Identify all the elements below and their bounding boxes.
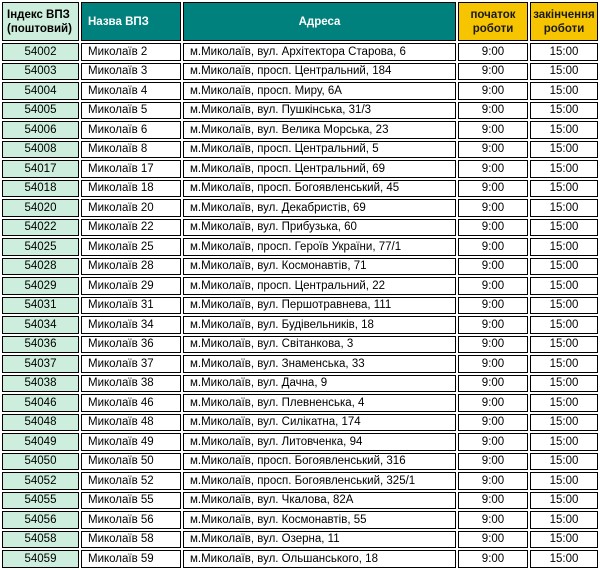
cell-close-time: 15:00 — [530, 531, 598, 549]
col-header-branch-name: Назва ВПЗ — [81, 2, 181, 41]
table-body — [2, 43, 598, 568]
cell-close-time: 15:00 — [530, 102, 598, 120]
cell-address: м.Миколаїв, просп. Героїв України, 77/1 — [183, 238, 456, 256]
cell-postal-index: 54050 — [2, 453, 79, 471]
cell-address: м.Миколаїв, вул. Пушкінська, 31/3 — [183, 102, 456, 120]
cell-address: м.Миколаїв, просп. Центральний, 22 — [183, 277, 456, 295]
cell-open-time: 9:00 — [458, 355, 528, 373]
cell-branch-name: Миколаїв 59 — [81, 550, 181, 568]
cell-close-time: 15:00 — [530, 375, 598, 393]
cell-postal-index: 54006 — [2, 121, 79, 139]
cell-postal-index: 54048 — [2, 414, 79, 432]
cell-address: м.Миколаїв, вул. Ольшанського, 18 — [183, 550, 456, 568]
table-row — [2, 82, 598, 100]
cell-open-time: 9:00 — [458, 141, 528, 159]
cell-branch-name: Миколаїв 4 — [81, 82, 181, 100]
cell-open-time: 9:00 — [458, 472, 528, 490]
cell-branch-name: Миколаїв 22 — [81, 219, 181, 237]
cell-open-time: 9:00 — [458, 238, 528, 256]
cell-close-time: 15:00 — [530, 160, 598, 178]
table-row — [2, 63, 598, 81]
cell-address: м.Миколаїв, вул. Озерна, 11 — [183, 531, 456, 549]
cell-address: м.Миколаїв, вул. Знаменська, 33 — [183, 355, 456, 373]
cell-close-time: 15:00 — [530, 394, 598, 412]
cell-close-time: 15:00 — [530, 472, 598, 490]
cell-open-time: 9:00 — [458, 82, 528, 100]
cell-address: м.Миколаїв, вул. Космонавтів, 55 — [183, 511, 456, 529]
table-row — [2, 297, 598, 315]
table-row — [2, 43, 598, 61]
cell-address: м.Миколаїв, вул. Силікатна, 174 — [183, 414, 456, 432]
header-row — [2, 2, 598, 41]
cell-open-time: 9:00 — [458, 531, 528, 549]
cell-close-time: 15:00 — [530, 258, 598, 276]
cell-postal-index: 54059 — [2, 550, 79, 568]
table-row — [2, 141, 598, 159]
table-row — [2, 277, 598, 295]
table-row — [2, 511, 598, 529]
cell-address: м.Миколаїв, вул. Велика Морська, 23 — [183, 121, 456, 139]
cell-address: м.Миколаїв, просп. Центральний, 184 — [183, 63, 456, 81]
cell-postal-index: 54022 — [2, 219, 79, 237]
cell-address: м.Миколаїв, вул. Першотравнева, 111 — [183, 297, 456, 315]
cell-address: м.Миколаїв, просп. Миру, 6А — [183, 82, 456, 100]
cell-open-time: 9:00 — [458, 180, 528, 198]
cell-branch-name: Миколаїв 5 — [81, 102, 181, 120]
cell-branch-name: Миколаїв 18 — [81, 180, 181, 198]
cell-postal-index: 54036 — [2, 336, 79, 354]
cell-branch-name: Миколаїв 29 — [81, 277, 181, 295]
cell-branch-name: Миколаїв 2 — [81, 43, 181, 61]
cell-close-time: 15:00 — [530, 355, 598, 373]
cell-postal-index: 54025 — [2, 238, 79, 256]
col-header-postal-index: Індекс ВПЗ (поштовий) — [2, 2, 79, 41]
cell-postal-index: 54052 — [2, 472, 79, 490]
table-row — [2, 453, 598, 471]
cell-address: м.Миколаїв, вул. Чкалова, 82А — [183, 492, 456, 510]
cell-branch-name: Миколаїв 56 — [81, 511, 181, 529]
table-row — [2, 394, 598, 412]
cell-branch-name: Миколаїв 46 — [81, 394, 181, 412]
cell-open-time: 9:00 — [458, 258, 528, 276]
cell-open-time: 9:00 — [458, 297, 528, 315]
cell-close-time: 15:00 — [530, 180, 598, 198]
cell-branch-name: Миколаїв 6 — [81, 121, 181, 139]
cell-address: м.Миколаїв, вул. Декабристів, 69 — [183, 199, 456, 217]
cell-open-time: 9:00 — [458, 336, 528, 354]
cell-close-time: 15:00 — [530, 43, 598, 61]
cell-address: м.Миколаїв, вул. Архітектора Старова, 6 — [183, 43, 456, 61]
cell-open-time: 9:00 — [458, 375, 528, 393]
cell-close-time: 15:00 — [530, 277, 598, 295]
cell-open-time: 9:00 — [458, 43, 528, 61]
cell-branch-name: Миколаїв 8 — [81, 141, 181, 159]
cell-address: м.Миколаїв, просп. Богоявленський, 325/1 — [183, 472, 456, 490]
cell-postal-index: 54056 — [2, 511, 79, 529]
cell-address: м.Миколаїв, просп. Центральний, 5 — [183, 141, 456, 159]
table-row — [2, 472, 598, 490]
col-header-address: Адреса — [183, 2, 456, 41]
cell-open-time: 9:00 — [458, 102, 528, 120]
cell-close-time: 15:00 — [530, 492, 598, 510]
cell-address: м.Миколаїв, вул. Прибузька, 60 — [183, 219, 456, 237]
table-row — [2, 180, 598, 198]
cell-branch-name: Миколаїв 38 — [81, 375, 181, 393]
table-row — [2, 336, 598, 354]
cell-open-time: 9:00 — [458, 219, 528, 237]
table-row — [2, 121, 598, 139]
cell-close-time: 15:00 — [530, 336, 598, 354]
cell-open-time: 9:00 — [458, 550, 528, 568]
cell-postal-index: 54004 — [2, 82, 79, 100]
cell-open-time: 9:00 — [458, 199, 528, 217]
table-row — [2, 433, 598, 451]
cell-branch-name: Миколаїв 58 — [81, 531, 181, 549]
cell-open-time: 9:00 — [458, 433, 528, 451]
cell-postal-index: 54037 — [2, 355, 79, 373]
cell-address: м.Миколаїв, вул. Плевненська, 4 — [183, 394, 456, 412]
cell-address: м.Миколаїв, вул. Литовченка, 94 — [183, 433, 456, 451]
cell-close-time: 15:00 — [530, 121, 598, 139]
table-row — [2, 102, 598, 120]
cell-open-time: 9:00 — [458, 511, 528, 529]
cell-postal-index: 54017 — [2, 160, 79, 178]
table-row — [2, 492, 598, 510]
cell-branch-name: Миколаїв 55 — [81, 492, 181, 510]
cell-open-time: 9:00 — [458, 277, 528, 295]
cell-branch-name: Миколаїв 37 — [81, 355, 181, 373]
cell-postal-index: 54028 — [2, 258, 79, 276]
cell-postal-index: 54055 — [2, 492, 79, 510]
table-row — [2, 160, 598, 178]
col-header-close-time: закінчення роботи — [530, 2, 598, 41]
cell-close-time: 15:00 — [530, 550, 598, 568]
cell-open-time: 9:00 — [458, 316, 528, 334]
cell-close-time: 15:00 — [530, 453, 598, 471]
cell-branch-name: Миколаїв 49 — [81, 433, 181, 451]
cell-address: м.Миколаїв, вул. Космонавтів, 71 — [183, 258, 456, 276]
cell-address: м.Миколаїв, просп. Богоявленський, 45 — [183, 180, 456, 198]
cell-close-time: 15:00 — [530, 238, 598, 256]
cell-branch-name: Миколаїв 50 — [81, 453, 181, 471]
cell-branch-name: Миколаїв 48 — [81, 414, 181, 432]
cell-postal-index: 54002 — [2, 43, 79, 61]
cell-close-time: 15:00 — [530, 511, 598, 529]
cell-postal-index: 54003 — [2, 63, 79, 81]
cell-open-time: 9:00 — [458, 160, 528, 178]
cell-postal-index: 54020 — [2, 199, 79, 217]
table-row — [2, 219, 598, 237]
cell-close-time: 15:00 — [530, 219, 598, 237]
cell-open-time: 9:00 — [458, 453, 528, 471]
table-row — [2, 238, 598, 256]
col-header-open-time: початок роботи — [458, 2, 528, 41]
cell-close-time: 15:00 — [530, 199, 598, 217]
cell-address: м.Миколаїв, вул. Будівельників, 18 — [183, 316, 456, 334]
cell-open-time: 9:00 — [458, 414, 528, 432]
table-row — [2, 258, 598, 276]
cell-postal-index: 54008 — [2, 141, 79, 159]
cell-address: м.Миколаїв, вул. Світанкова, 3 — [183, 336, 456, 354]
cell-postal-index: 54058 — [2, 531, 79, 549]
cell-postal-index: 54049 — [2, 433, 79, 451]
cell-close-time: 15:00 — [530, 63, 598, 81]
cell-open-time: 9:00 — [458, 492, 528, 510]
cell-close-time: 15:00 — [530, 433, 598, 451]
table-row — [2, 550, 598, 568]
table-row — [2, 355, 598, 373]
cell-postal-index: 54018 — [2, 180, 79, 198]
cell-postal-index: 54005 — [2, 102, 79, 120]
cell-branch-name: Миколаїв 31 — [81, 297, 181, 315]
cell-address: м.Миколаїв, просп. Богоявленський, 316 — [183, 453, 456, 471]
table-row — [2, 531, 598, 549]
cell-address: м.Миколаїв, просп. Центральний, 69 — [183, 160, 456, 178]
cell-branch-name: Миколаїв 28 — [81, 258, 181, 276]
cell-branch-name: Миколаїв 20 — [81, 199, 181, 217]
table-row — [2, 316, 598, 334]
cell-open-time: 9:00 — [458, 63, 528, 81]
table-row — [2, 375, 598, 393]
cell-address: м.Миколаїв, вул. Дачна, 9 — [183, 375, 456, 393]
cell-close-time: 15:00 — [530, 82, 598, 100]
cell-close-time: 15:00 — [530, 141, 598, 159]
cell-close-time: 15:00 — [530, 316, 598, 334]
cell-branch-name: Миколаїв 34 — [81, 316, 181, 334]
cell-postal-index: 54034 — [2, 316, 79, 334]
cell-branch-name: Миколаїв 3 — [81, 63, 181, 81]
cell-branch-name: Миколаїв 17 — [81, 160, 181, 178]
cell-branch-name: Миколаїв 25 — [81, 238, 181, 256]
cell-open-time: 9:00 — [458, 394, 528, 412]
cell-postal-index: 54031 — [2, 297, 79, 315]
cell-branch-name: Миколаїв 36 — [81, 336, 181, 354]
table-row — [2, 199, 598, 217]
cell-open-time: 9:00 — [458, 121, 528, 139]
table-row — [2, 414, 598, 432]
cell-close-time: 15:00 — [530, 414, 598, 432]
cell-close-time: 15:00 — [530, 297, 598, 315]
cell-postal-index: 54038 — [2, 375, 79, 393]
cell-postal-index: 54046 — [2, 394, 79, 412]
cell-branch-name: Миколаїв 52 — [81, 472, 181, 490]
cell-postal-index: 54029 — [2, 277, 79, 295]
